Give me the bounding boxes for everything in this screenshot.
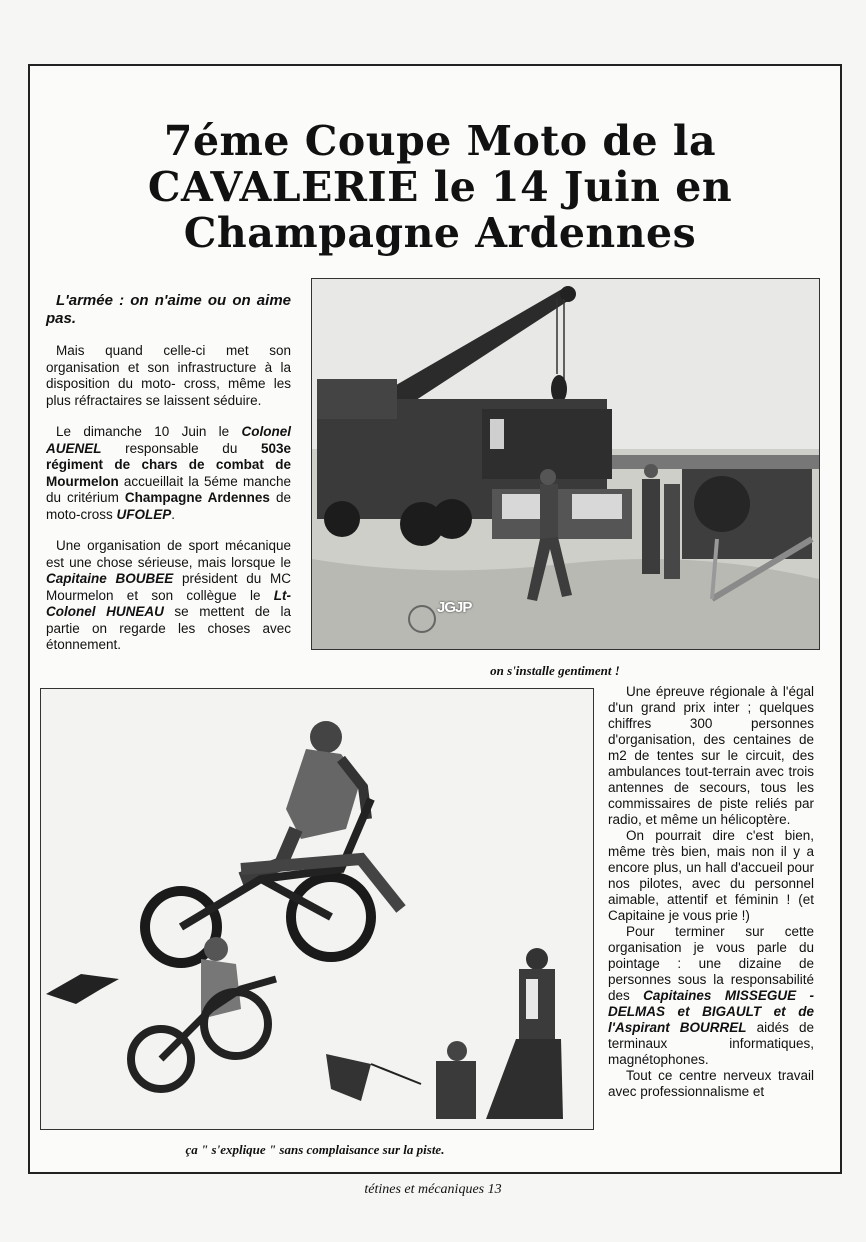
text: se mettent de la partie on regarde les choses avec étonnement. <box>46 604 292 652</box>
text: responsable du <box>101 440 261 456</box>
lead-text: L'armée : on n'aime ou on aime pas. <box>46 292 291 327</box>
title-line-3: Champagne Ardennes <box>183 209 697 257</box>
article-title <box>40 118 840 256</box>
text: Pour terminer sur cette organisation je vous parle du pointage : une dizaine de personnes sous la responsabilité des <box>608 924 814 1003</box>
title-line-1: 7éme Coupe Moto de la <box>163 117 717 165</box>
caption-photo-2: ça " s'explique " sans complaisance sur la piste. <box>185 1142 445 1157</box>
names-officers: Capitaines MISSEGUE - DELMAS et BIGAULT et de l'Aspirant BOURREL <box>608 988 814 1035</box>
right-column <box>608 684 814 1100</box>
paragraph-2 <box>46 424 291 523</box>
caption-photo-1: on s'installe gentiment ! <box>490 663 620 678</box>
text: aidés de terminaux informatiques, magnétophones. <box>608 1020 814 1067</box>
left-column <box>46 292 291 669</box>
text: président du MC Mourmelon et son collègue le <box>46 571 291 603</box>
paragraph-1: Mais quand celle-ci met son organisation et son infrastructure à la disposition du moto- cross, même les plus réfractaires se laissent séduire. <box>46 343 291 408</box>
page-footer: tétines et mécaniques 13 <box>364 1182 502 1197</box>
regiment-name: 503e régiment de chars de combat de Mourmelon <box>46 440 291 489</box>
photo-crane-truck <box>311 278 820 650</box>
text: Le dimanche 10 Juin le <box>56 424 242 439</box>
text: . <box>171 506 176 522</box>
name-captain: Capitaine BOUBEE <box>46 571 174 586</box>
region-name: Champagne Ardennes <box>124 490 270 505</box>
right-paragraph-4: Tout ce centre nerveux travail avec professionnalisme et <box>608 1068 814 1099</box>
right-paragraph-3 <box>608 924 814 1068</box>
photo-motocross <box>40 688 594 1130</box>
paragraph-3 <box>46 538 291 654</box>
text: de moto-cross <box>46 490 291 522</box>
name-colonel: Colonel AUENEL <box>46 424 291 456</box>
right-paragraph-2: On pourrait dire c'est bien, même très bien, mais non il y a encore plus, un hall d'accueil pour nos pilotes, avec du personnel aimable, attentif et féminin ! (et Capitaine je vous prie !) <box>608 828 814 923</box>
motocross-image <box>41 689 593 1129</box>
text: accueillait la 5éme manche du critérium <box>46 473 291 505</box>
right-paragraph-1: Une épreuve régionale à l'égal d'un grand prix inter ; quelques chiffres 300 personnes d'organisation, des centaines de m2 de tentes sur le circuit, des ambulances tout-terrain avec trois antennes de secours, tous les commissaires de piste reliés par radio, et même un hélicoptère. <box>608 684 814 827</box>
org-name: UFOLEP <box>116 506 172 522</box>
title-line-2: CAVALERIE le 14 Juin en <box>147 163 733 211</box>
photo-watermark: JGJP <box>437 599 472 616</box>
crane-truck-image <box>312 279 819 649</box>
name-lt-colonel: Lt-Colonel HUNEAU <box>46 587 291 619</box>
text: Une organisation de sport mécanique est une chose sérieuse, mais lorsque le <box>46 538 291 570</box>
